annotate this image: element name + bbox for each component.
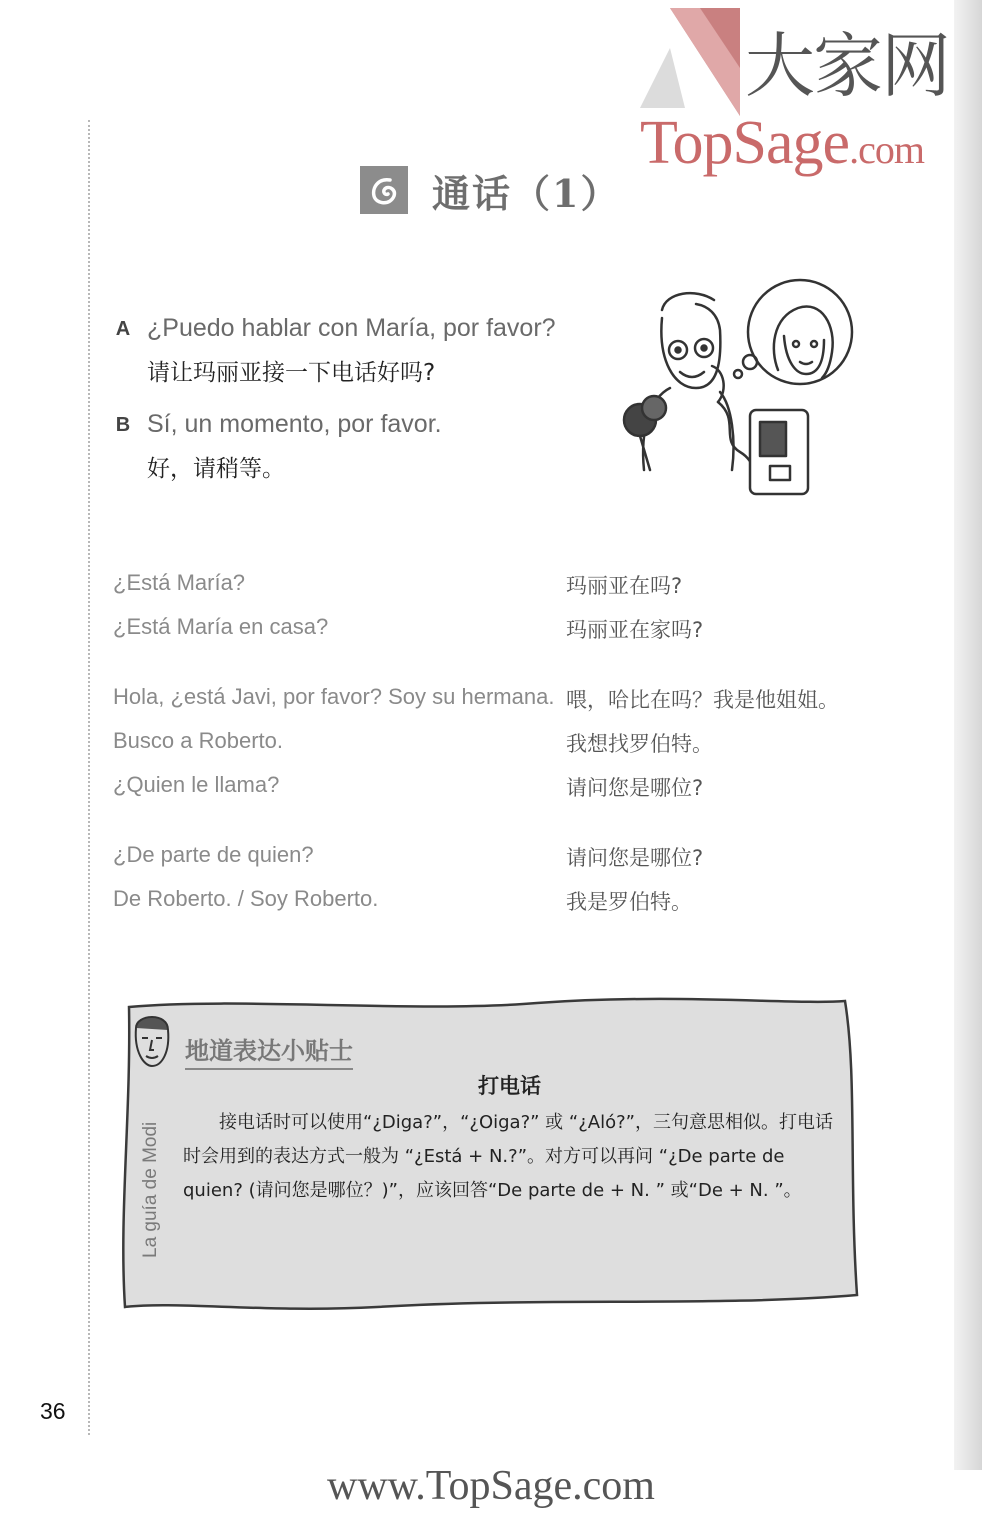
topsage-logo-icon (640, 8, 740, 116)
expression-spanish-3: Hola, ¿está Javi, por favor? Soy su hermana. (113, 684, 555, 709)
watermark-logo-chinese: 大家网 (745, 25, 949, 107)
tips-header: 地道表达小贴士 (185, 1031, 353, 1070)
phone-call-illustration (600, 270, 860, 500)
expression-spanish-1: ¿Está María? (113, 570, 246, 595)
expression-spanish-7: De Roberto. / Soy Roberto. (113, 886, 379, 911)
tips-subtitle: 打电话 (478, 1074, 541, 1098)
expression-spanish-2: ¿Está María en casa? (113, 614, 329, 639)
expression-chinese-5: 请问您是哪位? (566, 776, 704, 800)
dialogue-a-chinese: 请让玛丽亚接一下电话好吗? (147, 360, 436, 386)
expression-chinese-1: 玛丽亚在吗? (566, 574, 683, 598)
tips-body-text: 接电话时可以使用“¿Diga?”，“¿Oiga?” 或 “¿Aló?”，三句意思相似。打电话时会用到的表达方式一般为 “¿Está + N.?”。对方可以再问 “¿De parte de quien? (请问您是哪位？)”，应该回答“De parte de + N. ” 或“De + N. ”。 (183, 1112, 833, 1201)
page-edge-shadow (954, 0, 982, 1470)
expression-chinese-2: 玛丽亚在家吗? (566, 618, 704, 642)
expression-chinese-3: 喂，哈比在吗？我是他姐姐。 (566, 688, 839, 712)
page-number: 36 (40, 1398, 66, 1424)
watermark-logo-name: TopSage (640, 109, 850, 177)
spiral-icon (360, 166, 408, 214)
tips-side-label: La guía de Modi (140, 1121, 161, 1258)
expression-chinese-7: 我是罗伯特。 (566, 890, 692, 914)
expression-spanish-5: ¿Quien le llama? (113, 772, 280, 797)
watermark-logo-english (640, 108, 924, 179)
modi-portrait-icon (128, 1008, 176, 1070)
speaker-b-badge: B (115, 414, 131, 436)
page-gutter-line (88, 120, 90, 1435)
watermark-logo-suffix: .com (849, 127, 924, 172)
dialogue-b-spanish: Sí, un momento, por favor. (147, 410, 442, 438)
expression-chinese-6: 请问您是哪位? (566, 846, 704, 870)
expression-spanish-6: ¿De parte de quien? (113, 842, 314, 867)
dialogue-b-chinese: 好，请稍等。 (147, 456, 285, 482)
expression-spanish-4: Busco a Roberto. (113, 728, 283, 753)
speaker-a-badge: A (115, 318, 131, 340)
expression-chinese-4: 我想找罗伯特。 (566, 732, 713, 756)
dialogue-a-spanish: ¿Puedo hablar con María, por favor? (147, 314, 556, 342)
footer-url: www.TopSage.com (327, 1463, 655, 1509)
page-title: 通话（1） (432, 171, 621, 216)
